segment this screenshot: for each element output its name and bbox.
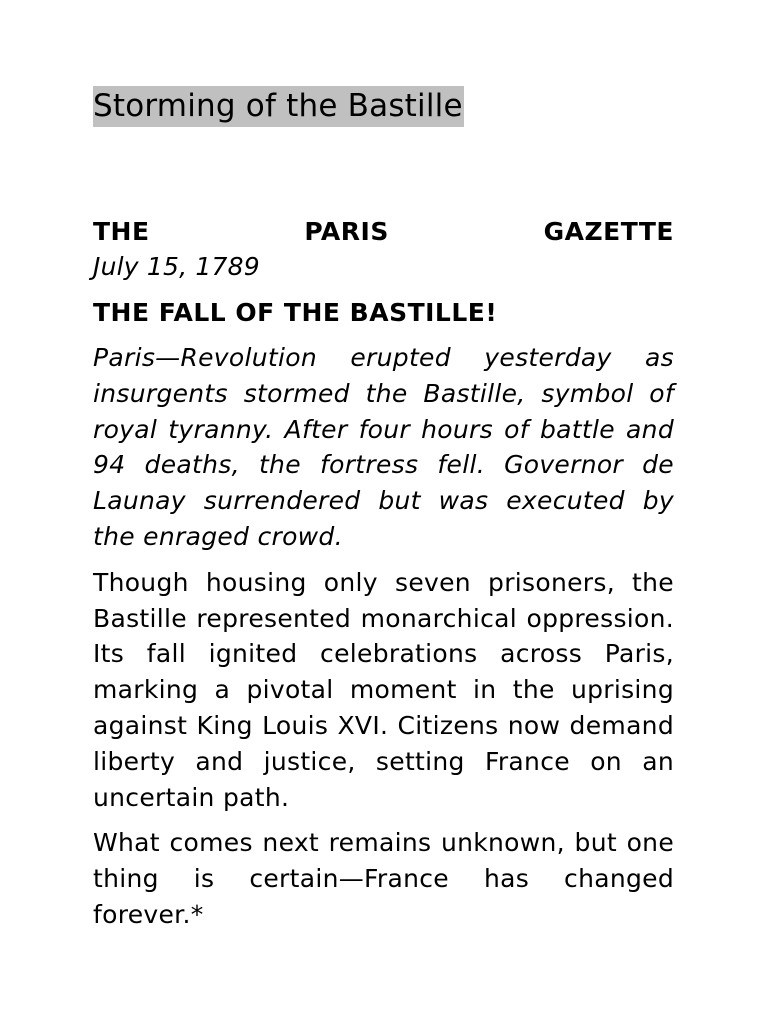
document-page	[93, 86, 674, 933]
document-title: Storming of the Bastille	[93, 86, 464, 127]
body-paragraph: Though housing only seven prisoners, the Bastille represented monarchical oppression. Its fall ignited celebrations across Paris, marking a pivotal moment in the uprising against King Louis XVI. Citizens now demand liberty and justice, setting France on an uncertain path.	[93, 567, 674, 812]
newspaper-masthead: THE PARIS GAZETTE	[93, 217, 674, 246]
closing-paragraph: What comes next remains unknown, but one thing is certain—France has changed forever.*	[93, 828, 674, 929]
dateline: July 15, 1789	[93, 252, 260, 281]
lead-paragraph: Paris—Revolution erupted yesterday as insurgents stormed the Bastille, symbol of royal tyranny. After four hours of battle and 94 deaths, the fortress fell. Governor de Launay surrendered but was executed by the enraged crowd.	[93, 343, 674, 551]
article-headline: THE FALL OF THE BASTILLE!	[93, 298, 498, 327]
